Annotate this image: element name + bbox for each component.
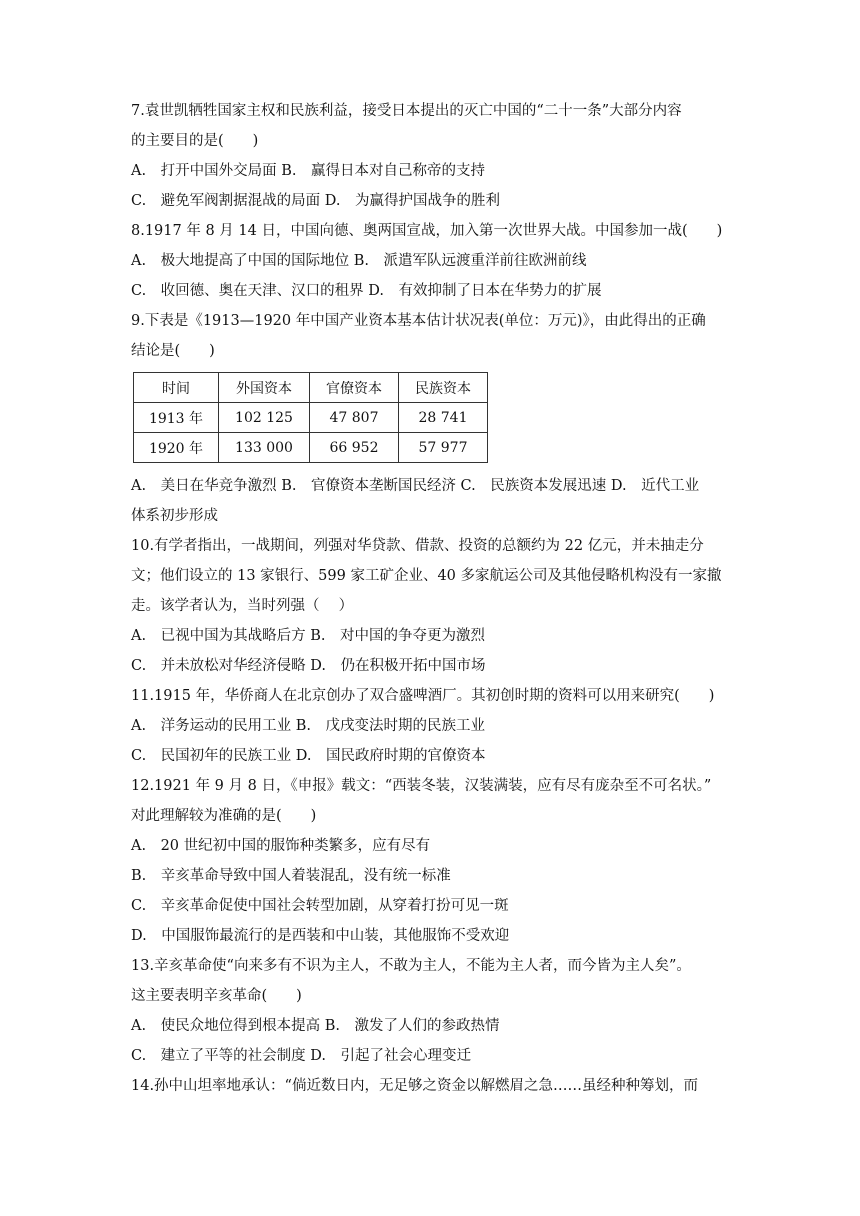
table-cell: 1913 年 (134, 403, 219, 433)
question-stem: 12.1921 年 9 月 8 日，《申报》载文：“西装冬装，汉装满装，应有尽有庞杂至不可名状。” (131, 778, 712, 794)
answer-option: D. 中国服饰最流行的是西装和中山装，其他服饰不受欢迎 (131, 928, 510, 944)
exam-page (131, 96, 741, 1101)
table-header-row (134, 373, 488, 403)
table-cell: 102 125 (219, 403, 310, 433)
answer-options: C. 避免军阀割据混战的局面 D. 为赢得护国战争的胜利 (131, 193, 501, 209)
answer-options: C. 民国初年的民族工业 D. 国民政府时期的官僚资本 (131, 748, 486, 764)
table-cell: 57 977 (399, 433, 488, 463)
answer-options: A. 美日在华竞争激烈 B. 官僚资本垄断国民经济 C. 民族资本发展迅速 D. 近代工业 (131, 478, 700, 494)
question-11 (131, 681, 741, 771)
answer-options: A. 使民众地位得到根本提高 B. 激发了人们的参政热情 (131, 1018, 500, 1034)
answer-options: A. 打开中国外交局面 B. 赢得日本对自己称帝的支持 (131, 163, 485, 179)
question-stem: 14.孙中山坦率地承认：“倘近数日内，无足够之资金以解燃眉之急……虽经种种筹划，而 (131, 1078, 698, 1094)
question-13 (131, 951, 741, 1071)
question-stem: 这主要表明辛亥革命( ) (131, 988, 302, 1004)
question-stem: 文；他们设立的 13 家银行、599 家工矿企业、40 多家航运公司及其他侵略机构没有一家撤 (131, 568, 722, 584)
answer-option: B. 辛亥革命导致中国人着装混乱，没有统一标准 (131, 868, 451, 884)
answer-options: C. 建立了平等的社会制度 D. 引起了社会心理变迁 (131, 1048, 472, 1064)
answer-options: A. 已视中国为其战略后方 B. 对中国的争夺更为激烈 (131, 628, 485, 644)
question-stem: 10.有学者指出，一战期间，列强对华贷款、借款、投资的总额约为 22 亿元，并未抽走分 (131, 538, 704, 554)
question-8 (131, 216, 741, 306)
question-7 (131, 96, 741, 216)
table-header: 外国资本 (219, 373, 310, 403)
table-cell: 66 952 (310, 433, 399, 463)
question-stem: 对此理解较为准确的是( ) (131, 808, 317, 824)
table-header: 民族资本 (399, 373, 488, 403)
table-cell: 28 741 (399, 403, 488, 433)
question-stem: 9.下表是《1913—1920 年中国产业资本基本估计状况表(单位：万元)》，由此得出的正确 (131, 313, 706, 329)
answer-option: A. 20 世纪初中国的服饰种类繁多，应有尽有 (131, 838, 431, 854)
question-9 (131, 306, 741, 531)
table-row (134, 433, 488, 463)
question-stem: 8.1917 年 8 月 14 日，中国向德、奥两国宣战，加入第一次世界大战。中国参加一战( ) (131, 223, 723, 239)
question-stem: 13.辛亥革命使“向来多有不识为主人，不敢为主人，不能为主人者，而今皆为主人矣”。 (131, 958, 691, 974)
table-cell: 47 807 (310, 403, 399, 433)
answer-options: C. 并未放松对华经济侵略 D. 仍在积极开拓中国市场 (131, 658, 486, 674)
question-12 (131, 771, 741, 951)
question-stem: 的主要目的是( ) (131, 133, 259, 149)
table-header: 官僚资本 (310, 373, 399, 403)
capital-table (133, 372, 488, 463)
table-row (134, 403, 488, 433)
answer-options: A. 极大地提高了中国的国际地位 B. 派遣军队远渡重洋前往欧洲前线 (131, 253, 587, 269)
question-stem: 走。该学者认为，当时列强（ ） (131, 598, 354, 614)
question-stem: 结论是( ) (131, 343, 215, 359)
question-14 (131, 1071, 741, 1101)
question-stem: 7.袁世凯牺牲国家主权和民族利益，接受日本提出的灭亡中国的“二十一条”大部分内容 (131, 103, 682, 119)
table-header: 时间 (134, 373, 219, 403)
answer-options: 体系初步形成 (131, 508, 218, 524)
table-cell: 1920 年 (134, 433, 219, 463)
answer-options: A. 洋务运动的民用工业 B. 戊戌变法时期的民族工业 (131, 718, 485, 734)
answer-options: C. 收回德、奥在天津、汉口的租界 D. 有效抑制了日本在华势力的扩展 (131, 283, 602, 299)
question-10 (131, 531, 741, 681)
table-cell: 133 000 (219, 433, 310, 463)
question-stem: 11.1915 年，华侨商人在北京创办了双合盛啤酒厂。其初创时期的资料可以用来研究( ) (131, 688, 715, 704)
answer-option: C. 辛亥革命促使中国社会转型加剧，从穿着打扮可见一斑 (131, 898, 509, 914)
